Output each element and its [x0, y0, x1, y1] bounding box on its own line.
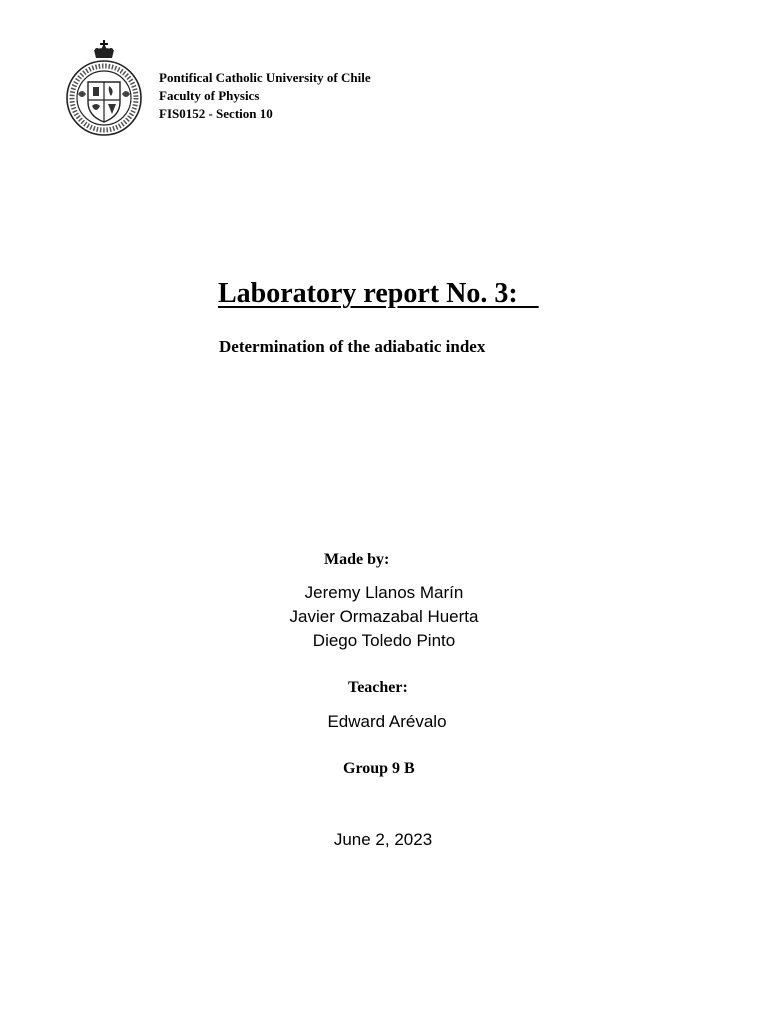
- teacher-name: Edward Arévalo: [327, 712, 447, 731]
- institution-header: [159, 69, 371, 123]
- university-seal-icon: [64, 38, 144, 138]
- faculty-name: Faculty of Physics: [159, 88, 260, 103]
- report-title: Laboratory report No. 3:: [218, 278, 539, 309]
- course-section: FIS0152 - Section 10: [159, 106, 273, 121]
- author-name: Diego Toledo Pinto: [312, 631, 456, 650]
- report-subtitle: Determination of the adiabatic index: [219, 337, 486, 356]
- author-name: Javier Ormazabal Huerta: [289, 607, 479, 626]
- authors-label: Made by:: [324, 551, 390, 568]
- report-date: June 2, 2023: [333, 830, 433, 849]
- institution-name: Pontifical Catholic University of Chile: [159, 70, 371, 85]
- teacher-label: Teacher:: [348, 679, 408, 696]
- group-label: Group 9 B: [343, 760, 415, 777]
- author-name: Jeremy Llanos Marín: [304, 583, 464, 602]
